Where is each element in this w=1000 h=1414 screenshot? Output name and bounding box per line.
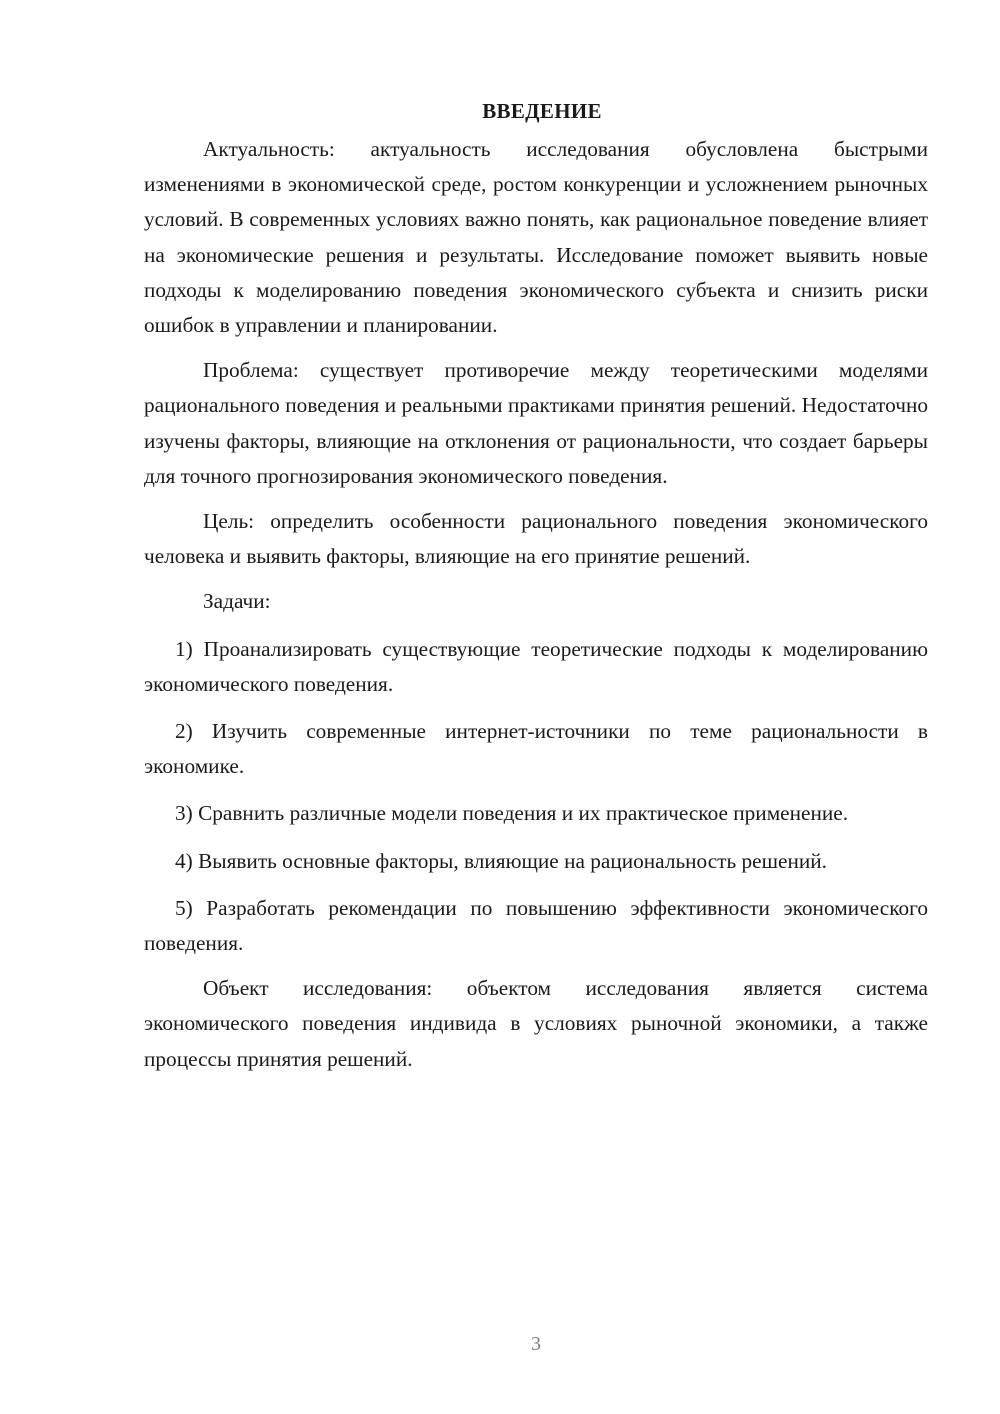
problem-paragraph: Проблема: существует противоречие между теоретическими моделями рационального поведения и реальными практиками принятия решений. Недостаточно изучены факторы, влияющие на отклонения от рациональности, что создает барьеры для точного прогнозирования экономического поведения. <box>144 358 928 488</box>
task-item-5: 5) Разработать рекомендации по повышению эффективности экономического поведения. <box>144 895 928 956</box>
task-item-3: 3) Сравнить различные модели поведения и их практическое применение. <box>175 801 849 826</box>
page-number: 3 <box>531 1333 541 1355</box>
section-title: ВВЕДЕНИЕ <box>482 99 602 123</box>
tasks-heading: Задачи: <box>203 589 271 614</box>
task-item-4: 4) Выявить основные факторы, влияющие на рациональность решений. <box>175 848 827 873</box>
task-item-1: 1) Проанализировать существующие теоретические подходы к моделированию экономического поведения. <box>144 636 928 696</box>
page-content <box>144 96 928 1077</box>
task-item-2: 2) Изучить современные интернет-источники по теме рациональности в экономике. <box>144 719 928 779</box>
object-paragraph: Объект исследования: объектом исследования является система экономического поведения индивида в условиях рыночной экономики, а также процессы принятия решений. <box>144 976 928 1071</box>
relevance-paragraph: Актуальность: актуальность исследования обусловлена быстрыми изменениями в экономической среде, ростом конкуренции и усложнением рыночных условий. В современных условиях важно понять, как рациональное поведение влияет на экономические решения и результаты. Исследование поможет выявить новые подходы к моделированию поведения экономического субъекта и снизить риски ошибок в управлении и планировании. <box>144 137 928 338</box>
goal-paragraph: Цель: определить особенности рационального поведения экономического человека и выявить факторы, влияющие на его принятие решений. <box>144 509 928 569</box>
